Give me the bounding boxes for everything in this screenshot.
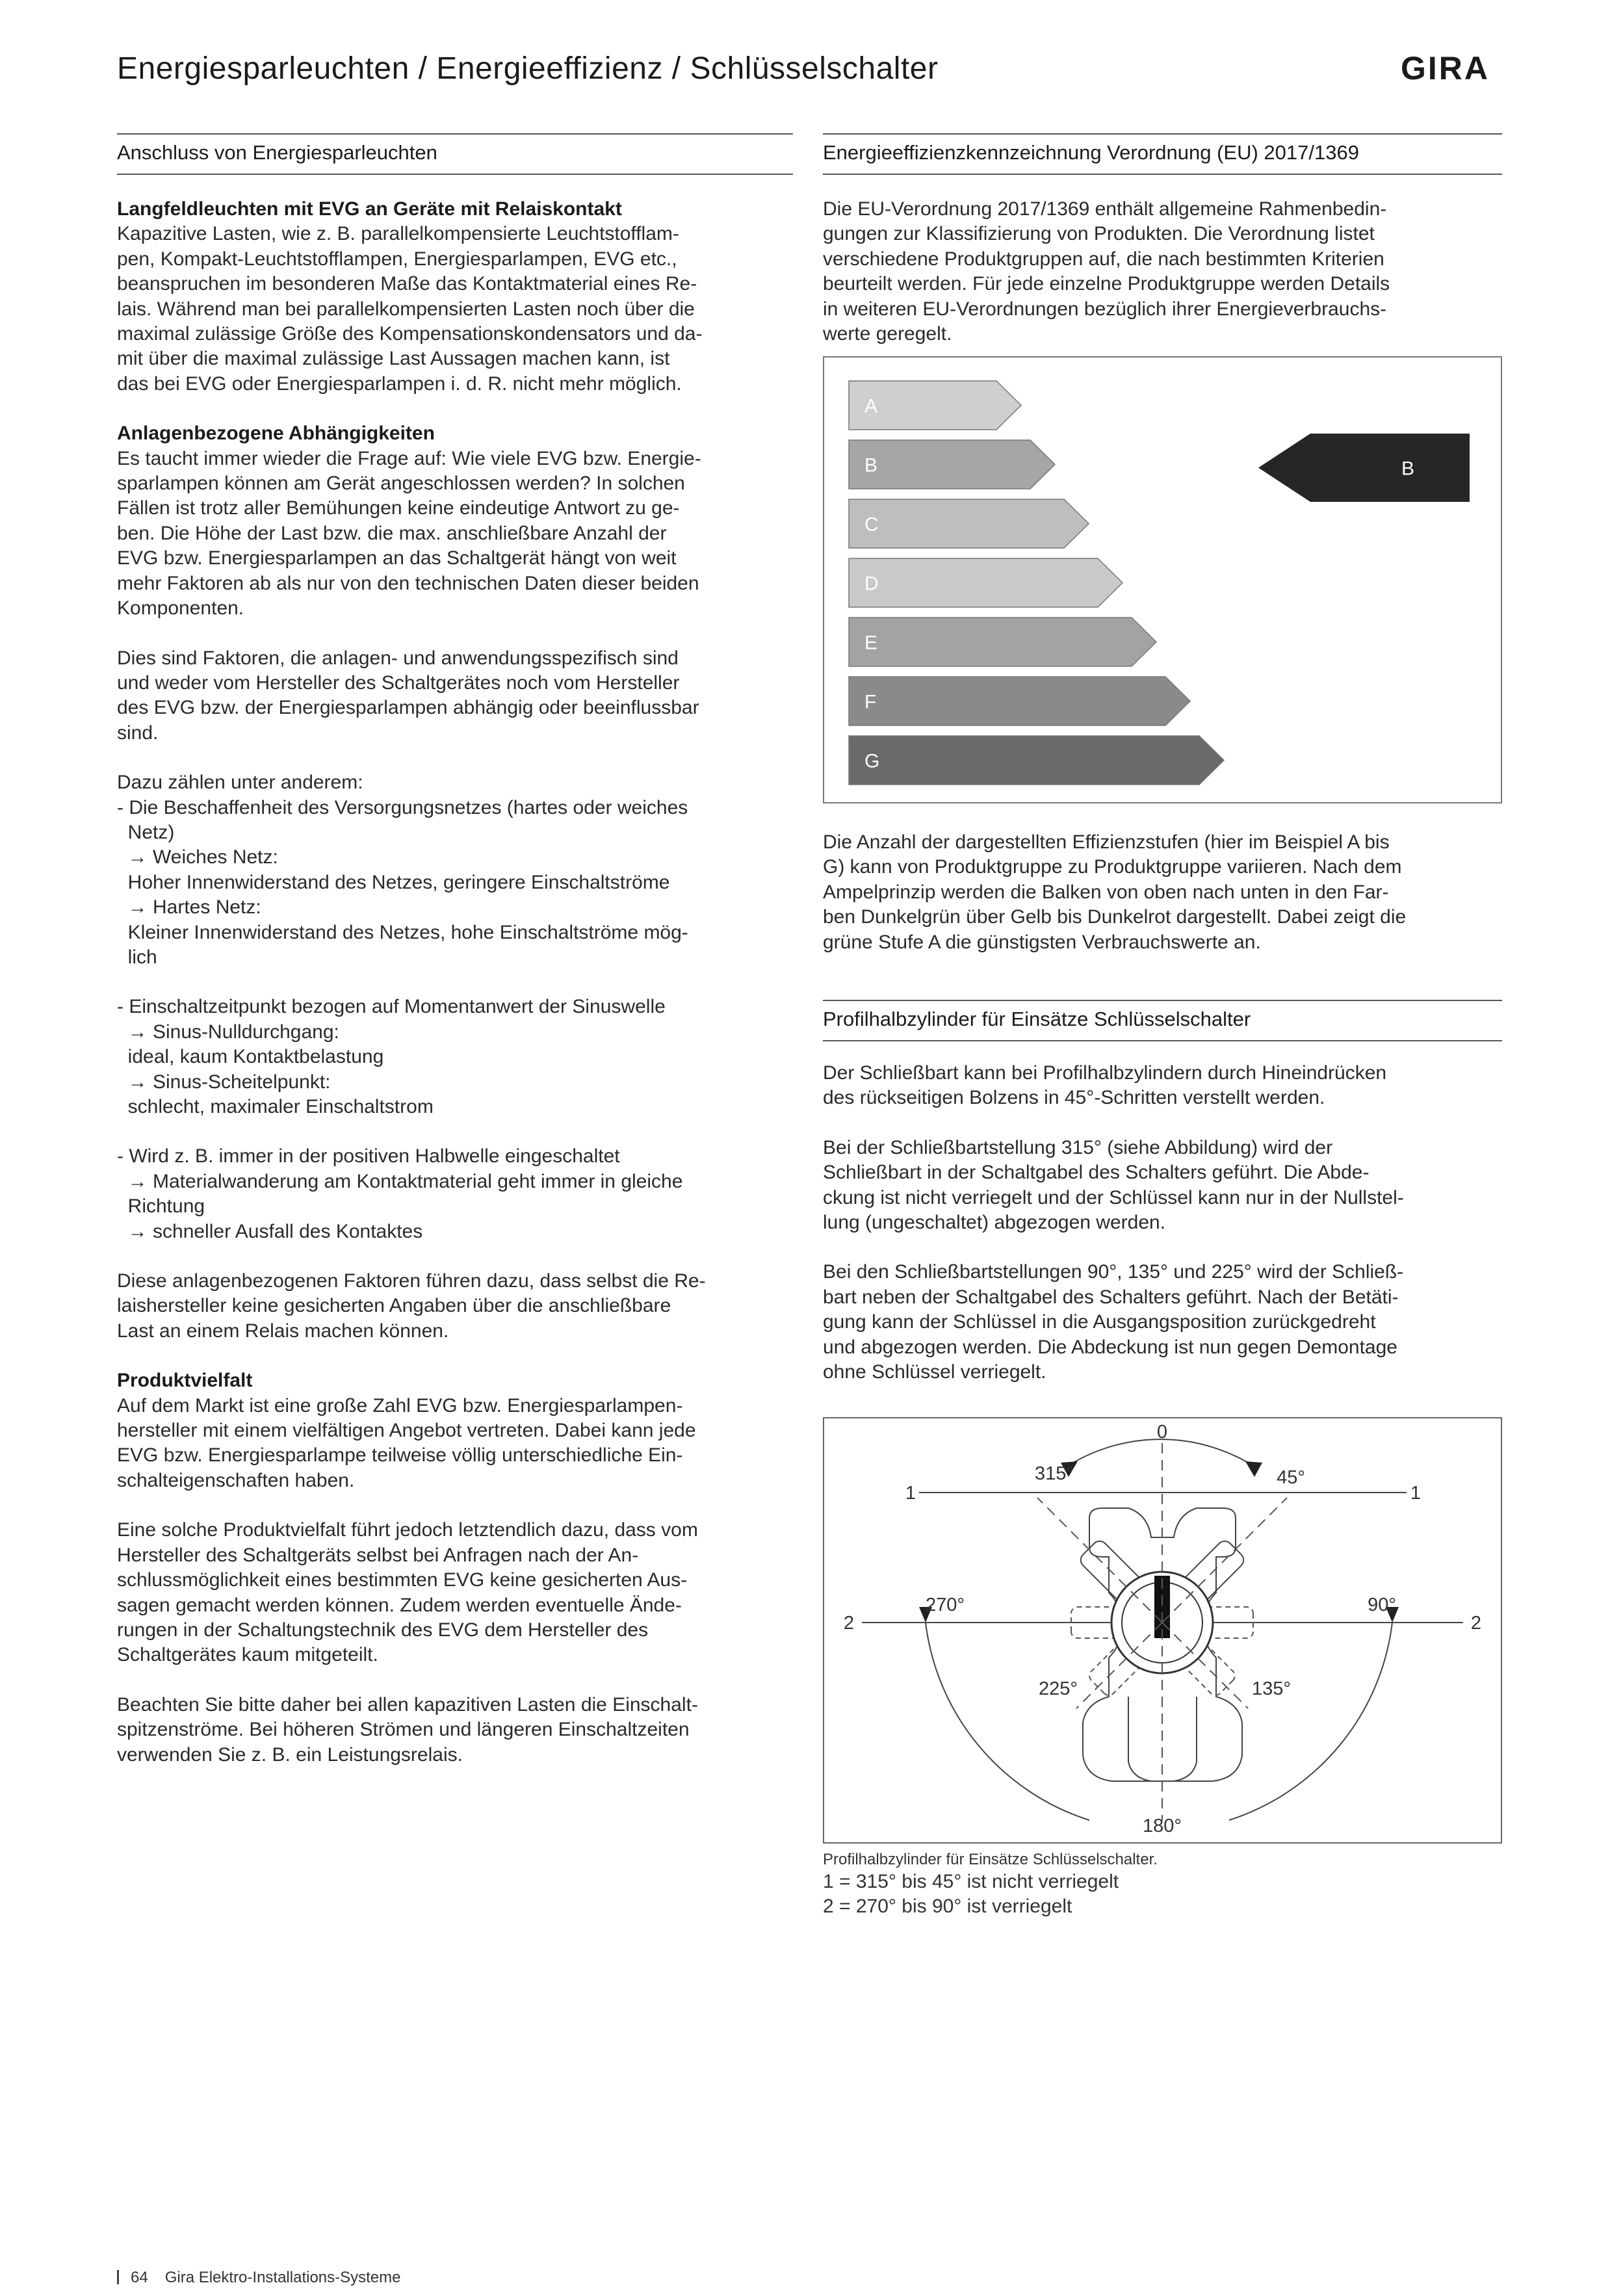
energy-class-label: F [864, 691, 877, 713]
list-paragraph [117, 995, 793, 1119]
text-line: ben. Die Höhe der Last bzw. die max. anschließbare Anzahl der [117, 522, 667, 544]
paragraph [117, 646, 793, 746]
text-line: maximal zulässige Größe des Kompensationskondensators und da- [117, 323, 703, 345]
text-line: Netz) [117, 821, 175, 843]
text-line: lais. Während man bei parallelkompensierten Lasten noch über die [117, 298, 695, 320]
text-line: → Weiches Netz: [117, 846, 278, 868]
text-line: Beachten Sie bitte daher bei allen kapazitiven Lasten die Einschalt- [117, 1693, 698, 1715]
text-line: mehr Faktoren ab als nur von den technischen Daten dieser beiden [117, 572, 699, 594]
text-line: sagen gemacht werden können. Zudem werden eventuelle Ände- [117, 1594, 682, 1616]
energy-class-bar-c [849, 499, 1089, 548]
text-line: laishersteller keine gesicherten Angaben über die anschließbare [117, 1295, 671, 1317]
text-line: Schaltgerätes kaum mitgeteilt. [117, 1644, 378, 1666]
list-paragraph [117, 770, 793, 970]
label-2-left: 2 [843, 1613, 855, 1634]
paragraph [823, 197, 1502, 346]
figure-caption [823, 1850, 1492, 1919]
paragraph [117, 1269, 793, 1344]
label-180: 180° [1143, 1816, 1182, 1836]
text-line: Der Schließbart kann bei Profilhalbzylindern durch Hineindrücken [823, 1062, 1387, 1084]
energy-class-label: G [864, 750, 880, 772]
text-line: Schließbart in der Schaltgabel des Schalters geführt. Die Abde- [823, 1162, 1370, 1184]
text-line: Kapazitive Lasten, wie z. B. parallelkompensierte Leuchtstofflam- [117, 223, 679, 245]
caption-title: Profilhalbzylinder für Einsätze Schlüsselschalter. [823, 1851, 1158, 1868]
profile-cylinder-diagram [823, 1417, 1502, 1846]
text-line: hersteller mit einem vielfältigen Angebot vertreten. Dabei kann jede [117, 1420, 696, 1442]
text-line: Die Anzahl der dargestellten Effizienzstufen (hier im Beispiel A bis [823, 831, 1390, 853]
text-line: verschiedene Produktgruppen auf, die nach bestimmten Kriterien [823, 248, 1384, 270]
text-line: des EVG bzw. der Energiesparlampen abhängig oder beeinflussbar [117, 697, 699, 719]
page-number: 64 [131, 2269, 148, 2286]
subheading-produktvielfalt: Produktvielfalt [117, 1370, 253, 1392]
info-icon [117, 2270, 123, 2284]
text-line: beanspruchen im besonderen Maße das Kontaktmaterial eines Re- [117, 273, 697, 295]
energy-efficiency-label [823, 356, 1502, 805]
text-line: bart neben der Schaltgabel des Schalters geführt. Nach der Betäti- [823, 1286, 1399, 1308]
footer-text: Gira Elektro-Installations-Systeme [164, 2269, 401, 2286]
text-line: Ampelprinzip werden die Balken von oben nach unten in den Far- [823, 881, 1389, 903]
right-section-heading-energy: Energieeffizienzkennzeichnung Verordnung (EU) 2017/1369 [823, 133, 1502, 175]
text-line: EVG bzw. Energiesparlampe teilweise völlig unterschiedliche Ein- [117, 1444, 683, 1467]
text-line: grüne Stufe A die günstigsten Verbrauchswerte an. [823, 931, 1261, 953]
text-line: Dazu zählen unter anderem: [117, 772, 363, 794]
text-line: ohne Schlüssel verriegelt. [823, 1361, 1046, 1383]
text-line: Last an einem Relais machen können. [117, 1320, 449, 1342]
text-line: → Sinus-Nulldurchgang: [117, 1021, 339, 1043]
text-line: in weiteren EU-Verordnungen bezüglich ihrer Energieverbrauchs- [823, 298, 1387, 320]
right-column [823, 133, 1502, 371]
text-line: Bei den Schließbartstellungen 90°, 135° und 225° wird der Schließ- [823, 1261, 1404, 1283]
text-line: → Hartes Netz: [117, 896, 261, 919]
right-body-energy-2 [823, 830, 1502, 980]
paragraph [823, 830, 1502, 955]
text-line: Hoher Innenwiderstand des Netzes, geringere Einschaltströme [117, 871, 670, 893]
text-line: beurteilt werden. Für jede einzelne Produktgruppe werden Details [823, 273, 1390, 295]
gira-logo: GIRA [1401, 50, 1490, 86]
paragraph [117, 222, 793, 397]
text-line: verwenden Sie z. B. ein Leistungsrelais. [117, 1743, 463, 1766]
paragraph [117, 447, 793, 621]
text-line: rungen in der Schaltungstechnik des EVG dem Hersteller des [117, 1619, 649, 1641]
energy-class-label: E [864, 632, 878, 654]
label-270: 270° [926, 1595, 965, 1615]
text-line: spitzenströme. Bei höheren Strömen und längeren Einschaltzeiten [117, 1719, 690, 1741]
text-line: Auf dem Markt ist eine große Zahl EVG bzw. Energiesparlampen- [117, 1394, 683, 1416]
text-line: Fällen ist trotz aller Bemühungen keine eindeutige Antwort zu ge- [117, 497, 680, 519]
text-line: Eine solche Produktvielfalt führt jedoch letztendlich dazu, dass vom [117, 1519, 698, 1541]
page-title: Energiesparleuchten / Energieeffizienz / Schlüsselschalter [117, 51, 939, 86]
text-line: lung (ungeschaltet) abgezogen werden. [823, 1212, 1166, 1234]
energy-class-label: C [864, 514, 879, 536]
text-line: und weder vom Hersteller des Schaltgerätes noch vom Hersteller [117, 672, 680, 694]
energy-class-bar-g [849, 736, 1224, 785]
text-line: Bei der Schließbartstellung 315° (siehe Abbildung) wird der [823, 1136, 1333, 1158]
text-line: Komponenten. [117, 597, 244, 620]
text-line: EVG bzw. Energiesparlampen an das Schaltgerät hängt von weit [117, 547, 677, 569]
caption-line-2: 2 = 270° bis 90° ist verriegelt [823, 1896, 1072, 1917]
text-line: des rückseitigen Bolzens in 45°-Schritten verstellt werden. [823, 1087, 1325, 1109]
paragraph [823, 1260, 1502, 1385]
text-line: Dies sind Faktoren, die anlagen- und anwendungsspezifisch sind [117, 647, 679, 669]
label-90: 90° [1368, 1595, 1396, 1615]
right-body-energy [823, 197, 1502, 346]
text-line: - Wird z. B. immer in der positiven Halbwelle eingeschaltet [117, 1145, 620, 1168]
text-line: schlussmöglichkeit eines bestimmten EVG keine gesicherten Aus- [117, 1569, 688, 1591]
text-line: das bei EVG oder Energiesparlampen i. d. R. nicht mehr möglich. [117, 372, 682, 395]
text-line: ckung ist nicht verriegelt und der Schlüssel kann nur in der Nullstel- [823, 1186, 1404, 1208]
energy-class-bar-e [849, 618, 1156, 666]
left-section-heading: Anschluss von Energiesparleuchten [117, 133, 793, 175]
label-1-right: 1 [1410, 1483, 1422, 1504]
paragraph [117, 1518, 793, 1667]
text-line: G) kann von Produktgruppe zu Produktgruppe variieren. Nach dem [823, 856, 1402, 878]
energy-class-bar-d [849, 558, 1123, 607]
caption-line-1: 1 = 315° bis 45° ist nicht verriegelt [823, 1871, 1119, 1892]
text-line: mit über die maximal zulässige Last Aussagen machen kann, ist [117, 348, 670, 370]
text-line: und abgezogen werden. Die Abdeckung ist nun gegen Demontage [823, 1336, 1397, 1358]
text-line: ideal, kaum Kontaktbelastung [117, 1046, 384, 1068]
list-paragraph [117, 1144, 793, 1244]
text-line: gung kann der Schlüssel in die Ausgangsposition zurückgedreht [823, 1311, 1376, 1333]
paragraph [117, 1693, 793, 1768]
label-45: 45° [1277, 1467, 1305, 1488]
text-line: - Einschaltzeitpunkt bezogen auf Momentanwert der Sinuswelle [117, 996, 666, 1018]
subheading-anlagenbezogen: Anlagenbezogene Abhängigkeiten [117, 423, 435, 445]
text-line: → Sinus-Scheitelpunkt: [117, 1071, 331, 1093]
text-line: Diese anlagenbezogenen Faktoren führen dazu, dass selbst die Re- [117, 1270, 706, 1292]
text-line: → schneller Ausfall des Kontaktes [117, 1220, 423, 1242]
left-column [117, 133, 793, 1792]
text-line: gungen zur Klassifizierung von Produkten. Die Verordnung listet [823, 223, 1375, 245]
text-line: - Die Beschaffenheit des Versorgungsnetzes (hartes oder weiches [117, 796, 688, 818]
text-line: Hersteller des Schaltgeräts selbst bei Anfragen nach der An- [117, 1544, 639, 1566]
energy-class-label: B [864, 454, 878, 476]
page-footer [117, 2269, 401, 2287]
text-line: werte geregelt. [823, 323, 952, 345]
paragraph [823, 1061, 1502, 1111]
text-line: schlecht, maximaler Einschaltstrom [117, 1096, 434, 1117]
energy-indicator-label: B [1401, 458, 1415, 480]
label-225: 225° [1039, 1678, 1078, 1699]
text-line: → Materialwanderung am Kontaktmaterial geht immer in gleiche [117, 1170, 683, 1192]
subheading-langfeldleuchten: Langfeldleuchten mit EVG an Geräte mit Relaiskontakt [117, 198, 622, 220]
label-2-right: 2 [1470, 1613, 1482, 1634]
label-1-left: 1 [905, 1483, 916, 1504]
right-section-heading-profil: Profilhalbzylinder für Einsätze Schlüsselschalter [823, 1000, 1502, 1041]
text-line: sind. [117, 722, 159, 744]
paragraph [117, 1394, 793, 1494]
text-line: lich [117, 946, 157, 968]
text-line: Kleiner Innenwiderstand des Netzes, hohe Einschaltströme mög- [117, 921, 688, 943]
text-line: ben Dunkelgrün über Gelb bis Dunkelrot dargestellt. Dabei zeigt die [823, 906, 1407, 928]
left-body [117, 197, 793, 1768]
paragraph [823, 1136, 1502, 1236]
label-315: 315° [1035, 1463, 1074, 1484]
text-line: Es taucht immer wieder die Frage auf: Wie viele EVG bzw. Energie- [117, 447, 701, 469]
text-line: schalteigenschaften haben. [117, 1469, 355, 1491]
energy-class-label: D [864, 573, 879, 595]
energy-class-label: A [864, 395, 878, 417]
text-line: pen, Kompakt-Leuchtstofflampen, Energiesparlampen, EVG etc., [117, 248, 677, 270]
right-body-profil [823, 1061, 1502, 1385]
text-line: Die EU-Verordnung 2017/1369 enthält allgemeine Rahmenbedin- [823, 198, 1387, 220]
energy-class-bar-f [849, 677, 1190, 725]
text-line: Richtung [117, 1195, 205, 1218]
text-line: sparlampen können am Gerät angeschlossen werden? In solchen [117, 473, 685, 495]
energy-class-bar-b [849, 440, 1055, 489]
right-section-2 [823, 1000, 1502, 1409]
label-0: 0 [1156, 1422, 1168, 1442]
label-135: 135° [1252, 1678, 1291, 1699]
